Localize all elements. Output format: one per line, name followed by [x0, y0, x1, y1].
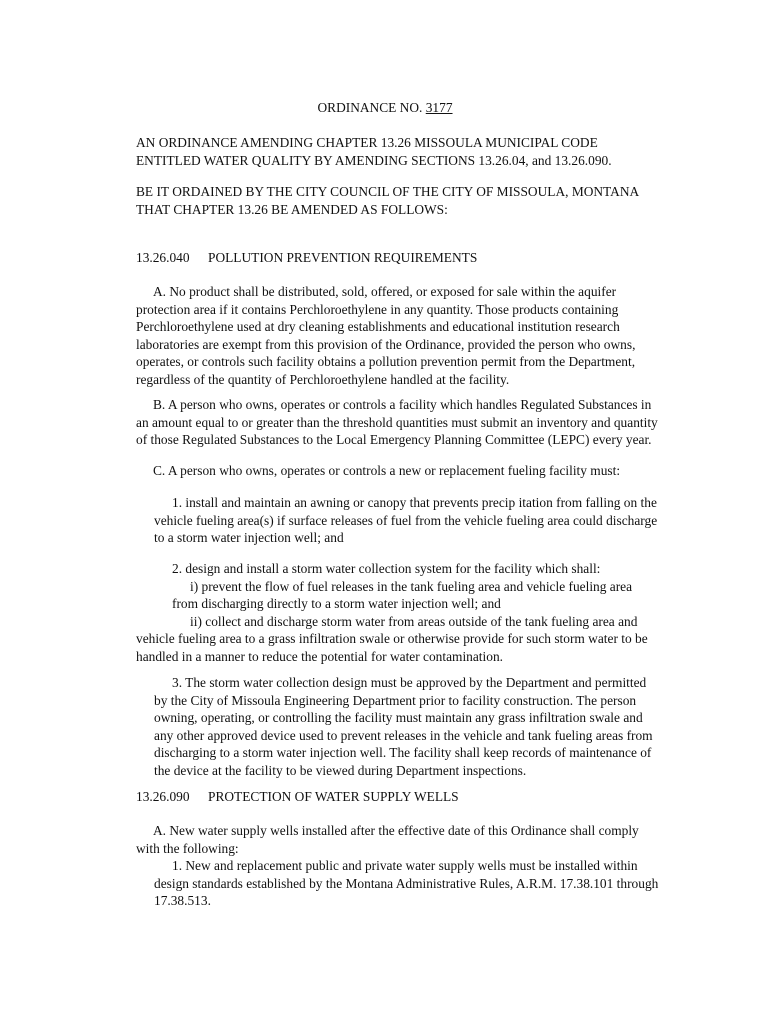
section-code: 13.26.040 — [136, 250, 190, 265]
section-title: PROTECTION OF WATER SUPPLY WELLS — [208, 789, 459, 804]
paragraph-line: ii) collect and discharge storm water from areas outside of the tank fueling area and — [190, 613, 638, 629]
ordinance-title — [0, 99, 770, 117]
paragraph-line: 17.38.513. — [154, 893, 211, 908]
list-item-1-awning — [136, 494, 681, 547]
paragraph-line: 3. The storm water collection design must be approved by the Department and permitted — [172, 675, 647, 690]
paragraph-line: vehicle fueling area to a grass infiltration swale or otherwise provide for such storm water to be — [136, 631, 648, 646]
paragraph-line: any other approved device used to prevent releases in the vehicle and tank fueling areas from — [154, 727, 653, 743]
ordinance-title-prefix: ORDINANCE NO. — [317, 100, 426, 115]
paragraph-line: from discharging directly to a storm water injection well; and — [172, 596, 501, 611]
paragraph-a-pollution — [136, 283, 681, 388]
paragraph-line: A. New water supply wells installed after the effective date of this Ordinance shall comply — [153, 823, 639, 838]
list-item-3-design — [136, 674, 681, 779]
paragraph-line: laboratories are exempt from this provision of the Ordinance, provided the person who owns, — [136, 336, 636, 352]
paragraph-line: regardless of the quantity of Perchloroethylene handled at the facility. — [136, 371, 510, 387]
paragraph-line: vehicle fueling area(s) if surface releases of fuel from the vehicle fueling area could discharge — [154, 512, 658, 528]
paragraph-line: design standards established by the Montana Administrative Rules, A.R.M. 17.38.101 through — [154, 875, 659, 891]
paragraph-line: of those Regulated Substances to the Local Emergency Planning Committee (LEPC) every year. — [136, 432, 652, 447]
paragraph-line: C. A person who owns, operates or controls a new or replacement fueling facility must: — [153, 463, 621, 478]
preamble — [136, 134, 681, 169]
paragraph-line: the device at the facility to be viewed during Department inspections. — [154, 762, 527, 778]
paragraph-line: owning, operating, or controlling the facility must maintain any grass infiltration swale and — [154, 710, 643, 725]
preamble-line: ENTITLED WATER QUALITY BY AMENDING SECTIONS 13.26.04, and 13.26.090. — [136, 152, 612, 168]
preamble-line: AN ORDINANCE AMENDING CHAPTER 13.26 MISSOULA MUNICIPAL CODE — [136, 135, 598, 150]
section-title: POLLUTION PREVENTION REQUIREMENTS — [208, 250, 478, 265]
paragraph-line: i) prevent the flow of fuel releases in the tank fueling area and vehicle fueling area — [190, 578, 633, 594]
paragraph-a-wells — [136, 822, 681, 910]
paragraph-line: B. A person who owns, operates or controls a facility which handles Regulated Substances in — [153, 397, 652, 412]
ordained-line: THAT CHAPTER 13.26 BE AMENDED AS FOLLOWS: — [136, 201, 448, 217]
paragraph-line: with the following: — [136, 840, 239, 856]
paragraph-line: operates, or controls such facility obtains a pollution prevention permit from the Department, — [136, 354, 636, 369]
paragraph-line: 2. design and install a storm water collection system for the facility which shall: — [172, 561, 601, 576]
paragraph-line: by the City of Missoula Engineering Department prior to facility construction. The person — [154, 692, 637, 708]
section-code: 13.26.090 — [136, 789, 190, 804]
paragraph-b-regulated — [136, 396, 681, 449]
paragraph-line: discharging to a storm water injection well. The facility shall keep records of maintenance of — [154, 745, 652, 760]
paragraph-line: protection area if it contains Perchloroethylene in any quantity. Those products containing — [136, 301, 619, 317]
list-item-2-collection — [136, 560, 681, 665]
paragraph-line: 1. install and maintain an awning or canopy that prevents precip itation from falling on the — [172, 495, 657, 510]
ordinance-number: 3177 — [425, 100, 453, 115]
section-heading-13-26-090 — [136, 788, 681, 806]
paragraph-line: an amount equal to or greater than the threshold quantities must submit an inventory and quantity — [136, 414, 658, 430]
ordained-line: BE IT ORDAINED BY THE CITY COUNCIL OF THE CITY OF MISSOULA, MONTANA — [136, 184, 640, 199]
ordained-clause — [136, 183, 681, 218]
paragraph-line: handled in a manner to reduce the potential for water contamination. — [136, 648, 503, 664]
section-heading-13-26-040 — [136, 249, 681, 267]
paragraph-c-fueling — [136, 462, 681, 480]
paragraph-line: A. No product shall be distributed, sold, offered, or exposed for sale within the aquifer — [153, 284, 617, 299]
paragraph-line: to a storm water injection well; and — [154, 530, 344, 545]
paragraph-line: 1. New and replacement public and private water supply wells must be installed within — [172, 858, 638, 873]
paragraph-line: Perchloroethylene used at dry cleaning establishments and educational institution research — [136, 319, 620, 334]
